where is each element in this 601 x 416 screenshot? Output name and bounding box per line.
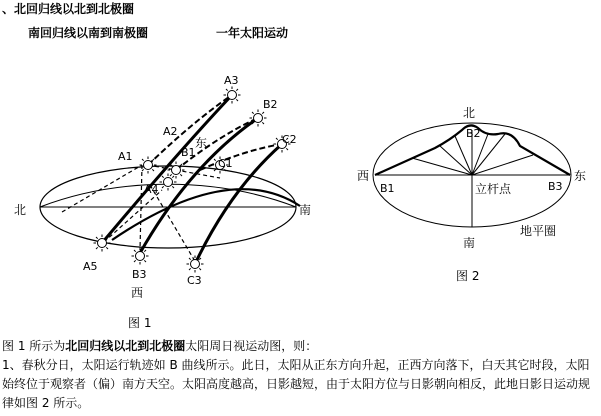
label-b2: B2 <box>263 98 278 111</box>
fig2-label-b3: B3 <box>548 180 563 193</box>
sun-icon-a4 <box>160 174 177 191</box>
label-a3: A3 <box>224 74 239 87</box>
label-c1: C1 <box>218 157 233 170</box>
label-a2: A2 <box>163 125 178 138</box>
label-a1: A1 <box>118 150 133 163</box>
sun-icon-b1 <box>168 162 185 179</box>
fig2-label-b2: B2 <box>466 127 481 140</box>
figure2-caption: 图 2 <box>456 269 480 283</box>
paragraph-equinox: 1、春秋分日，太阳运行轨迹如 B 曲线所示。此日，太阳从正东方向升起，正西方向落下，白天其它时段，太阳始终位于观察者（偏）南方天空。太阳高度越高，日影越短，由于太阳方位与日影朝向相反，此地日影日运动规律如图 2 所示。 <box>2 358 591 410</box>
fig2-horizon-label: 地平圈 <box>520 224 557 238</box>
fig2-north-label: 北 <box>463 106 476 120</box>
intro-prefix: 图 1 所示为 <box>2 339 66 353</box>
heading-line1: 、北回归线以北到北极圈 <box>2 2 135 16</box>
label-a4: A4 <box>144 183 159 196</box>
fig1-north-label: 北 <box>14 203 27 217</box>
fig2-pole-label: 立杆点 <box>475 182 512 196</box>
paragraph-intro <box>2 337 598 356</box>
sun-icon-c3 <box>187 256 204 273</box>
label-c3: C3 <box>187 274 202 287</box>
figure2-diagram <box>357 106 586 283</box>
fig1-west-label: 西 <box>131 286 144 300</box>
sun-icon-b2 <box>250 110 267 127</box>
label-c2: C2 <box>282 133 297 146</box>
heading-line2: 南回归线以南到南极圈 <box>28 26 149 40</box>
fig1-east-label: 东 <box>195 136 208 150</box>
celestial-dome-arc <box>40 184 296 207</box>
fig2-west-label: 西 <box>357 169 370 183</box>
fig2-label-b1: B1 <box>380 182 395 195</box>
intro-bold: 北回归线以北到北极圈 <box>65 339 186 353</box>
label-a5: A5 <box>83 260 98 273</box>
figure1-diagram <box>14 74 311 330</box>
fig2-south-label: 南 <box>463 236 476 250</box>
label-b3: B3 <box>132 268 147 281</box>
figure1-caption: 图 1 <box>128 316 152 330</box>
sun-icon-a1 <box>140 157 157 174</box>
sun-icon-a3 <box>224 87 241 104</box>
intro-suffix: 太阳周日视运动图，则： <box>185 339 318 353</box>
label-b1: B1 <box>181 146 196 159</box>
fig1-south-label: 南 <box>299 203 312 217</box>
fig2-east-label: 东 <box>574 169 587 183</box>
heading-line2-right: 一年太阳运动 <box>216 26 289 40</box>
